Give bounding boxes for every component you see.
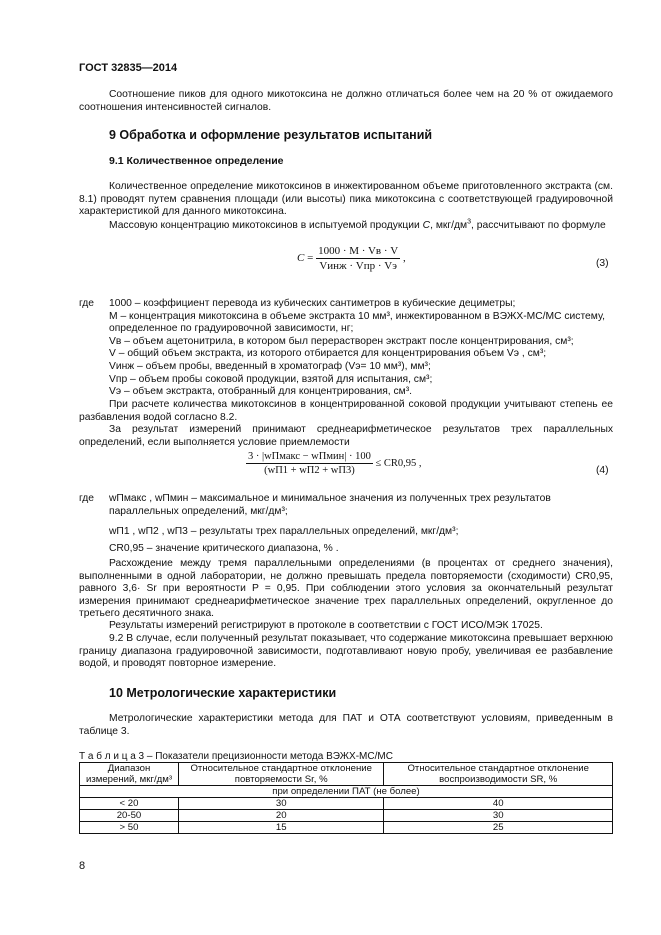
formula-3: C = $\frac{1000 \cdot M \cdot Vв \cdot V}{\text{Vинж · Vпр · Vэ}}$ ,	[297, 245, 406, 272]
superscript: 3	[467, 218, 472, 226]
formula-3-number: (3)	[596, 258, 609, 269]
text-part: , мкг/дм	[430, 220, 468, 231]
table-cell: 30	[384, 810, 613, 822]
section-9-1-title: 9.1 Количественное определение	[109, 155, 284, 167]
table-row	[80, 798, 613, 810]
formula-3-numerator: 1000 · M · Vв · V	[318, 245, 399, 257]
table-cell: 40	[384, 798, 613, 810]
definition-item: M – концентрация микотоксина в объеме экстракта 10 мм³, инжектированном в ВЭЖХ-МС/МС систему, определенное по градуировочной зависимости, нг;	[109, 310, 605, 335]
page-number: 8	[79, 860, 86, 872]
table-cell: 25	[384, 822, 613, 834]
definition-item: CR0,95 – значение критического диапазона, % .	[109, 542, 339, 554]
definition-item: wП1 , wП2 , wП3 – результаты трех параллельных определений, мкг/дм³;	[109, 526, 459, 538]
section-9-title: 9 Обработка и оформление результатов испытаний	[109, 128, 433, 142]
formula-4-fraction	[246, 451, 373, 476]
definition-item: V – общий объем экстракта, из которого отбирается для концентрирования объем Vэ , см³;	[109, 348, 547, 360]
formula-4-number: (4)	[596, 465, 609, 476]
table-row	[80, 822, 613, 834]
table-cell: 30	[179, 798, 384, 810]
document-header: ГОСТ 32835—2014	[79, 62, 178, 74]
variable-definitions-2	[109, 493, 613, 555]
formula-4-rhs: ≤ CR0,95 ,	[372, 457, 422, 469]
definition-item: wПмакс , wПмин – максимальное и минимальное значения из полученных трех результатов параллельных определений, мкг/дм³;	[109, 493, 551, 517]
paragraph-repeatability: Расхождение между тремя параллельными определениями (в процентах от среднего значения), выполненными в одной лаборатории, не должно превышать предела повторяемости (сходимости) CR0,95, равного 3,6· Sr при вероятности P = 0,95. При соблюдении этого условия за окончательный результат измерения принимают среднеарифметическое значение трех параллельных определений, округленное до третьего десятичного знака.	[79, 558, 613, 620]
formula-3-denominator: Vинж · Vпр · Vэ	[319, 260, 397, 272]
formula-3-lhs: C	[297, 252, 305, 265]
precision-table	[79, 762, 613, 834]
formula-3-eq: =	[304, 252, 317, 265]
formula-4-denominator: (wП1 + wП2 + wП3)	[264, 465, 355, 476]
definition-item: Vв – объем ацетонитрила, в котором был перерастворен экстракт после концентрирования, см³;	[109, 335, 574, 347]
table-cell: 15	[179, 822, 384, 834]
paragraph-mass-concentration	[79, 220, 613, 233]
paragraph-result-acceptance: За результат измерений принимают среднеарифметическое результатов трех параллельных определений, если выполняется условие приемлемости	[79, 424, 613, 448]
table-cell: 20	[179, 810, 384, 822]
where-label-2: где	[79, 493, 95, 504]
paragraph-metrology: Метрологические характеристики метода для ПАТ и ОТА соответствуют условиям, приведенным в таблице 3.	[79, 713, 613, 737]
table-subheader: при определении ПАТ (не более)	[80, 786, 613, 798]
paragraph-9-2: 9.2 В случае, если полученный результат показывает, что содержание микотоксина превышает верхнюю границу диапазона градуировочной зависимости, подготавливают новую пробу, увеличивая ее разбавление водой, и проводят повторное измерение.	[79, 633, 613, 670]
table-cell: < 20	[80, 798, 179, 810]
section-10-title: 10 Метрологические характеристики	[109, 686, 337, 700]
formula-4	[246, 451, 421, 476]
paragraph-dilution: При расчете количества микотоксинов в концентрированной соковой продукции учитывают степень ее разбавления водой согласно 8.2.	[79, 399, 613, 423]
table-header-cell: Относительное стандартное отклонение повторяемости Sr, %	[179, 763, 384, 786]
paragraph-peak-ratio: Соотношение пиков для одного микотоксина не должно отличаться более чем на 20 % от ожидаемого соотношения интенсивностей сигналов.	[79, 89, 613, 113]
var-c: C	[422, 220, 431, 231]
table-subheader-row	[80, 786, 613, 798]
text-part: Массовую концентрацию микотоксинов в испытуемой продукции	[109, 220, 423, 231]
formula-3-fraction	[316, 245, 400, 272]
formula-4-numerator: 3 · |wПмакс − wПмин| · 100	[248, 451, 371, 462]
paragraph-registration: Результаты измерений регистрируют в протоколе в соответствии с ГОСТ ИСО/МЭК 17025.	[109, 620, 543, 631]
table-caption: Т а б л и ц а 3 – Показатели прецизионности метода ВЭЖХ-МС/МС	[79, 751, 393, 762]
paragraph-quant-method: Количественное определение микотоксинов в инжектированном объеме приготовленного экстракта (см. 8.1) проводят путем сравнения площади (или высоты) пика микотоксина с соответствующей градуировочной характеристикой для данного микотоксина.	[79, 181, 613, 218]
table-cell: > 50	[80, 822, 179, 834]
definition-item: Vпр – объем пробы соковой продукции, взятой для испытания, см³;	[109, 373, 433, 385]
definition-item: Vинж – объем пробы, введенный в хроматограф (Vэ= 10 мм³), мм³;	[109, 360, 431, 372]
definition-item: Vэ – объем экстракта, отобранный для концентрирования, см³.	[109, 386, 413, 398]
table-row	[80, 810, 613, 822]
where-label: где	[79, 298, 95, 309]
table-header-cell: Относительное стандартное отклонение воспроизводимости SR, %	[384, 763, 613, 786]
table-header-cell: Диапазон измерений, мкг/дм³	[80, 763, 179, 786]
table-header-row	[80, 763, 613, 786]
table-cell: 20-50	[80, 810, 179, 822]
text-part: , рассчитывают по формуле	[471, 220, 606, 231]
variable-definitions	[109, 298, 613, 399]
definition-item: 1000 – коэффициент перевода из кубических сантиметров в кубические дециметры;	[109, 298, 516, 309]
